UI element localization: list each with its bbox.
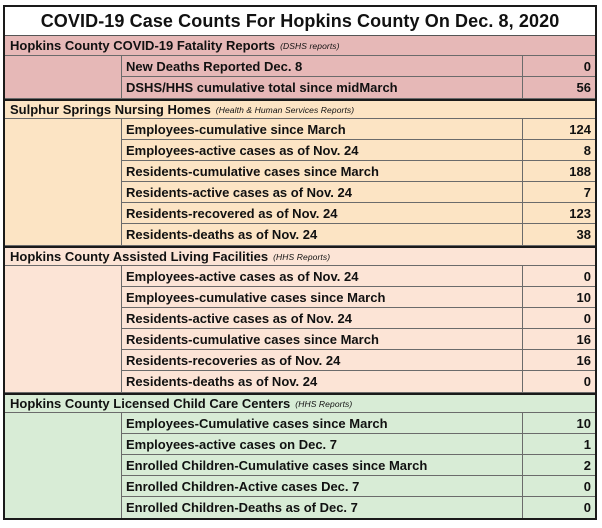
section-source-note: (DSHS reports) [280,40,340,51]
row-value: 0 [583,310,591,326]
row-value: 16 [576,331,591,347]
table-row [122,350,595,371]
section-source-note: (HHS Reports) [295,398,353,409]
row-value: 124 [569,121,591,137]
row-label: Enrolled Children-Active cases Dec. 7 [122,476,523,496]
table-title: COVID-19 Case Counts For Hopkins County On Dec. 8, 2020 [5,7,595,36]
section-rows [122,119,595,245]
table-row [122,266,595,287]
row-value: 0 [583,268,591,284]
table-row [122,182,595,203]
section-rows [122,266,595,392]
row-value: 1 [583,436,591,452]
section-header [5,246,595,266]
section-body [5,413,595,518]
section-title: Hopkins County Assisted Living Facilities [10,249,269,264]
row-label: Enrolled Children-Cumulative cases since March [122,455,523,475]
row-value: 0 [583,478,591,494]
section-body [5,119,595,246]
table-row [122,413,595,434]
row-value: 0 [583,374,591,389]
row-label: Residents-active cases as of Nov. 24 [122,182,523,202]
section-source-note: (Health & Human Services Reports) [215,104,355,115]
row-label: New Deaths Reported Dec. 8 [122,56,523,76]
row-value: 56 [576,80,591,95]
row-label: Employees-cumulative since March [122,119,523,139]
row-label: Employees-Cumulative cases since March [122,413,523,433]
row-value: 123 [569,205,591,221]
section-body [5,266,595,393]
row-label: Residents-active cases as of Nov. 24 [122,308,523,328]
row-label: Residents-cumulative cases since March [122,329,523,349]
section-body [5,56,595,99]
section-title: Hopkins County COVID-19 Fatality Reports [10,38,276,53]
table-row [122,371,595,392]
row-label: Employees-active cases on Dec. 7 [122,434,523,454]
row-label: Residents-deaths as of Nov. 24 [122,224,523,245]
table-row [122,497,595,518]
section-rows [122,56,595,98]
table-row [122,287,595,308]
table-row [122,476,595,497]
row-value: 16 [576,352,591,368]
table-row [122,203,595,224]
table-row [122,434,595,455]
row-value: 38 [576,227,591,242]
section-rows [122,413,595,518]
row-label: Enrolled Children-Deaths as of Dec. 7 [122,497,523,518]
row-value: 2 [583,457,591,473]
section-title: Hopkins County Licensed Child Care Centers [10,396,291,411]
section-source-note: (HHS Reports) [273,251,331,262]
row-label: Employees-cumulative cases since March [122,287,523,307]
row-value: 7 [583,184,591,200]
row-value: 0 [583,58,591,74]
section-header [5,99,595,119]
table-row [122,224,595,245]
table-row [122,308,595,329]
row-value: 8 [583,142,591,158]
table-row [122,329,595,350]
sections-container [5,36,595,518]
row-value: 188 [569,163,591,179]
table-row [122,455,595,476]
section-indent-cell [5,266,122,392]
section-header [5,36,595,56]
row-label: Employees-active cases as of Nov. 24 [122,140,523,160]
section-title: Sulphur Springs Nursing Homes [10,102,211,117]
section-header [5,393,595,413]
row-label: DSHS/HHS cumulative total since midMarch [122,77,523,98]
case-count-table [3,5,597,520]
section-indent-cell [5,56,122,98]
row-value: 10 [576,415,591,431]
row-label: Residents-deaths as of Nov. 24 [122,371,523,392]
table-row [122,119,595,140]
row-label: Employees-active cases as of Nov. 24 [122,266,523,286]
table-row [122,140,595,161]
row-label: Residents-recovered as of Nov. 24 [122,203,523,223]
row-label: Residents-cumulative cases since March [122,161,523,181]
section-indent-cell [5,119,122,245]
row-label: Residents-recoveries as of Nov. 24 [122,350,523,370]
table-row [122,77,595,98]
row-value: 0 [583,500,591,515]
table-row [122,56,595,77]
row-value: 10 [576,289,591,305]
section-indent-cell [5,413,122,518]
table-row [122,161,595,182]
